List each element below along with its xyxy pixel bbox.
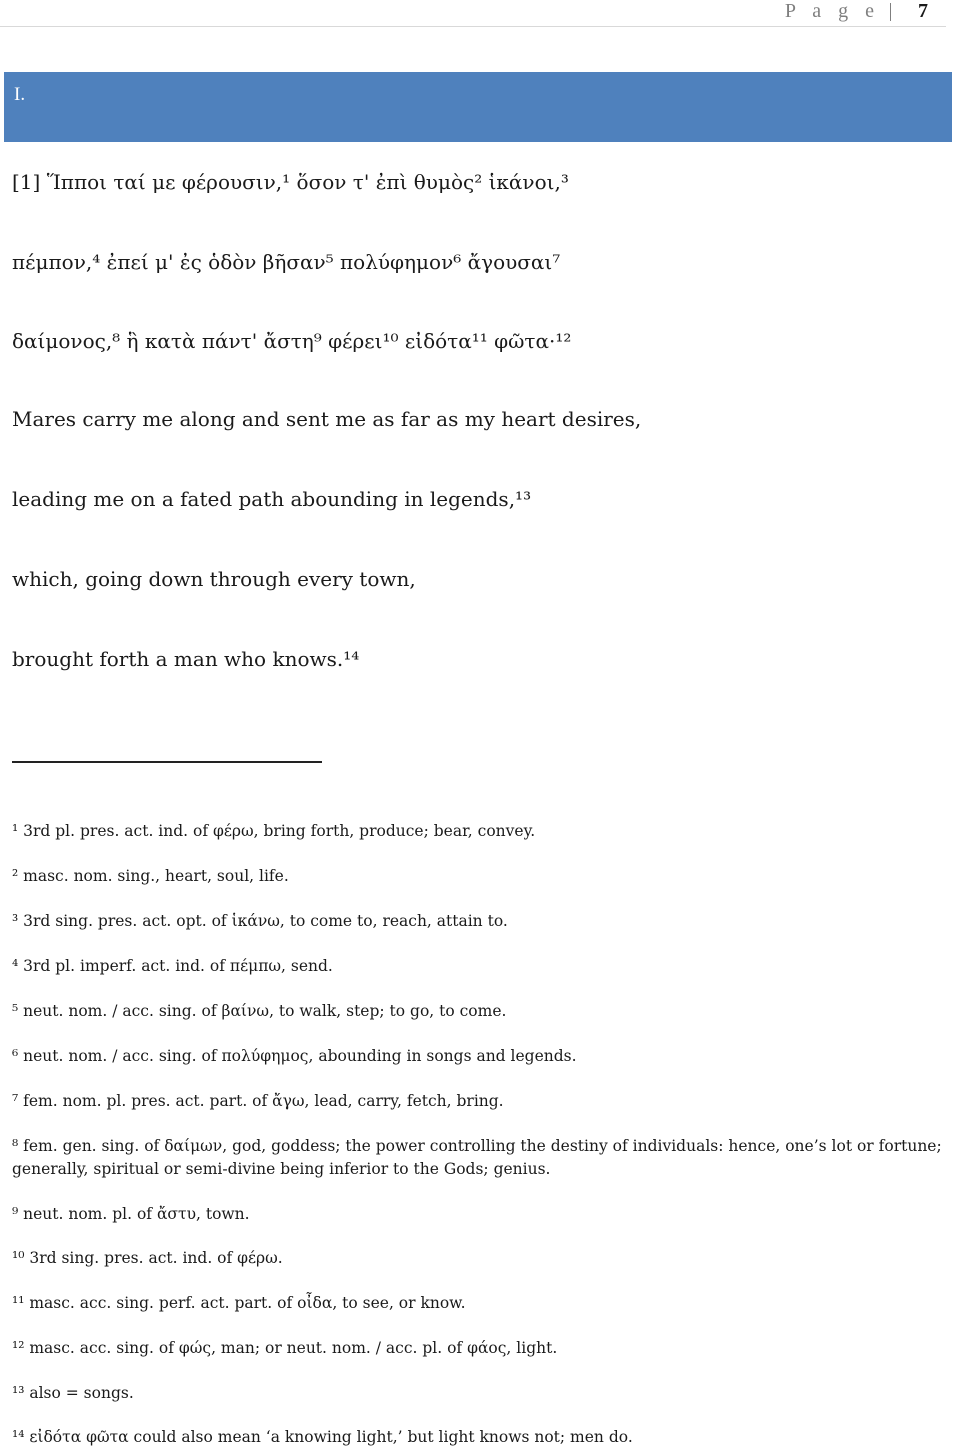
english-line: brought forth a man who knows.¹⁴: [12, 647, 360, 671]
footnote: ³ 3rd sing. pres. act. opt. of ἱκάνω, to come to, reach, attain to.: [12, 912, 508, 930]
footnote: ² masc. nom. sing., heart, soul, life.: [12, 867, 289, 885]
footnote: ¹² masc. acc. sing. of φώς, man; or neut. nom. / acc. pl. of φάος, light.: [12, 1339, 558, 1357]
footnote: ⁷ fem. nom. pl. pres. act. part. of ἄγω, lead, carry, fetch, bring.: [12, 1092, 504, 1110]
footnote: ¹⁴ εἰδότα φῶτα could also mean ‘a knowing light,’ but light knows not; men do.: [12, 1428, 633, 1446]
footnote: ⁶ neut. nom. / acc. sing. of πολύφημος, abounding in songs and legends.: [12, 1047, 577, 1065]
page-label: P a g e: [784, 0, 880, 22]
greek-line: δαίμονος,⁸ ἣ κατὰ πάντ' ἄστη⁹ φέρει¹⁰ εἰδότα¹¹ φῶτα·¹²: [12, 329, 572, 353]
footnote: ¹⁰ 3rd sing. pres. act. ind. of φέρω.: [12, 1249, 283, 1267]
footnote: ¹³ also = songs.: [12, 1384, 134, 1402]
footnote: ⁸ fem. gen. sing. of δαίμων, god, goddess; the power controlling the destiny of individuals: hence, one’s lot or fortune; generally, spiritual or semi-divine being inferior to the Gods; genius.: [12, 1137, 942, 1178]
footnote: ⁵ neut. nom. / acc. sing. of βαίνω, to walk, step; to go, to come.: [12, 1002, 507, 1020]
footnote: ¹ 3rd pl. pres. act. ind. of φέρω, bring forth, produce; bear, convey.: [12, 822, 536, 840]
greek-line: πέμπον,⁴ ἐπεί μ' ἐς ὁδὸν βῆσαν⁵ πολύφημον⁶ ἄγουσαι⁷: [12, 250, 561, 274]
footnote: ⁴ 3rd pl. imperf. act. ind. of πέμπω, send.: [12, 957, 333, 975]
footnote: ⁹ neut. nom. pl. of ἄστυ, town.: [12, 1205, 250, 1223]
english-line: which, going down through every town,: [12, 567, 416, 591]
page-header: [0, 0, 946, 27]
section-heading-bar: [4, 72, 952, 142]
footnote: ¹¹ masc. acc. sing. perf. act. part. of οἶδα, to see, or know.: [12, 1294, 466, 1312]
english-line: leading me on a fated path abounding in legends,¹³: [12, 487, 532, 511]
page-number: 7: [918, 0, 928, 22]
english-line: Mares carry me along and sent me as far as my heart desires,: [12, 407, 642, 431]
footnote-separator: [12, 761, 322, 763]
page-divider: [890, 3, 891, 21]
greek-line: [1] Ἵπποι ταί με φέρουσιν,¹ ὅσον τ' ἐπὶ θυμὸς² ἱκάνοι,³: [12, 170, 569, 194]
section-title: I.: [14, 84, 26, 105]
